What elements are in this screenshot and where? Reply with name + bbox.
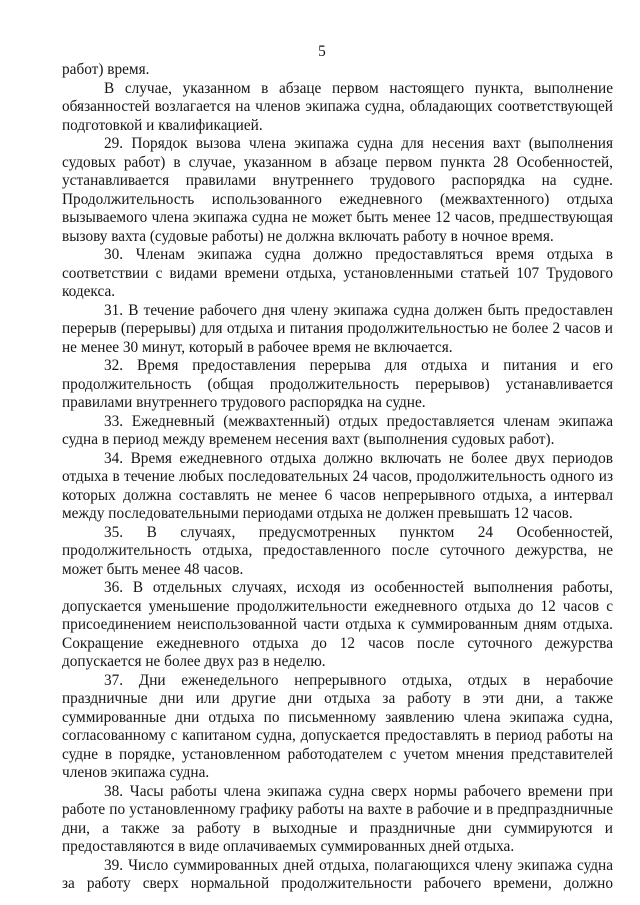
paragraph-35	[62, 524, 613, 580]
paragraph-text: Время предоставления перерыва для отдыха и питания и его продолжительность (общая продолжительность перерывов) устанавливается правилами внутреннего трудового распорядка на судне.	[62, 357, 613, 411]
document-body	[62, 61, 613, 894]
paragraph-text: Время ежедневного отдыха должно включать не более двух периодов отдыха в течение любых последовательных 24 часов, продолжительность одного из которых должна составлять не менее 6 часов непрерывного отдыха, а интервал между последовательными периодами отдыха не должен превышать 12 часов.	[62, 449, 614, 522]
paragraph-32	[62, 357, 613, 413]
paragraph-text: Часы работы члена экипажа судна сверх нормы рабочего времени при работе по установленному графику работы на вахте в рабочие и в предпраздничные дни, а также за работу в выходные и праздничные дни суммируются и предоставляются в виде оплачиваемых суммированных дней отдыха.	[62, 782, 613, 855]
paragraph-number: 34.	[104, 449, 124, 467]
paragraph-text: В отдельных случаях, исходя из особенностей выполнения работы, допускается уменьшение продолжительности ежедневного отдыха до 12 часов с присоединением неиспользованной части отдыха к суммированным дням отдыха. Сокращение ежедневного отдыха до 12 часов после суточного дежурства допускается не более двух раз в неделю.	[62, 579, 613, 670]
paragraph-number: 33.	[104, 412, 124, 430]
paragraph-31	[62, 302, 613, 358]
paragraph-33	[62, 413, 613, 450]
paragraph-number: 30.	[104, 246, 124, 263]
paragraph-36	[62, 579, 613, 672]
paragraph-text: Ежедневный (межвахтенный) отдых предоставляется членам экипажа судна в период между временем несения вахт (выполнения судовых работ).	[62, 412, 613, 448]
paragraph-number: 39.	[104, 856, 124, 874]
paragraph-30	[62, 246, 613, 302]
paragraph-34	[62, 450, 613, 524]
paragraph-text: Число суммированных дней отдыха, полагающихся члену экипажа судна за работу сверх нормальной продолжительности рабочего времени, должно	[62, 856, 614, 892]
paragraph-text: В течение рабочего дня члену экипажа судна должен быть предоставлен перерыв (перерывы) для отдыха и питания продолжительностью не более 2 часов и не менее 30 минут, который в рабочее время не включается.	[62, 301, 613, 356]
paragraph-number: 31.	[104, 301, 124, 319]
paragraph-29	[62, 135, 613, 246]
paragraph-number: 36.	[104, 579, 124, 596]
paragraph-28-second-part	[62, 80, 613, 136]
paragraph-text: Порядок вызова члена экипажа судна для несения вахт (выполнения судовых работ) в случае, указанном в абзаце первом пункта 28 Особенностей, устанавливается правилами внутреннего трудового распорядка на судне. Продолжительность использованного ежедневного (межвахтенного) отдыха вызываемого члена экипажа судна не может быть менее 12 часов, предшествующая вызову вахта (судовые работы) не должна включать работу в ночное время.	[62, 135, 613, 245]
paragraph-text: В случаях, предусмотренных пунктом 24 Особенностей, продолжительность отдыха, предоставленного после суточного дежурства, не может быть менее 48 часов.	[62, 523, 613, 578]
paragraph-text: В случае, указанном в абзаце первом настоящего пункта, выполнение обязанностей возлагается на членов экипажа судна, обладающих соответствующей подготовкой и квалификацией.	[62, 79, 613, 134]
paragraph-number: 32.	[104, 357, 124, 374]
page-number: 5	[318, 43, 326, 60]
continuation-text: работ) время.	[62, 61, 150, 78]
paragraph-37	[62, 672, 613, 783]
paragraph-number: 29.	[104, 135, 124, 152]
paragraph-continuation	[62, 61, 613, 80]
paragraph-38	[62, 783, 613, 857]
paragraph-39	[62, 857, 613, 894]
paragraph-number: 35.	[104, 523, 124, 541]
paragraph-number: 37.	[104, 671, 124, 689]
paragraph-text: Дни еженедельного непрерывного отдыха, отдых в нерабочие праздничные дни или другие дни отдыха за работу в эти дни, а также суммированные дни отдыха по письменному заявлению члена экипажа судна, согласованному с капитаном судна, допускается предоставлять в период работы на судне в порядке, установленном работодателем с учетом мнения представителей членов экипажа судна.	[62, 671, 614, 781]
paragraph-text: Членам экипажа судна должно предоставляться время отдыха в соответствии с видами времени отдыха, установленными статьей 107 Трудового кодекса.	[62, 246, 613, 300]
paragraph-number: 38.	[104, 782, 124, 800]
